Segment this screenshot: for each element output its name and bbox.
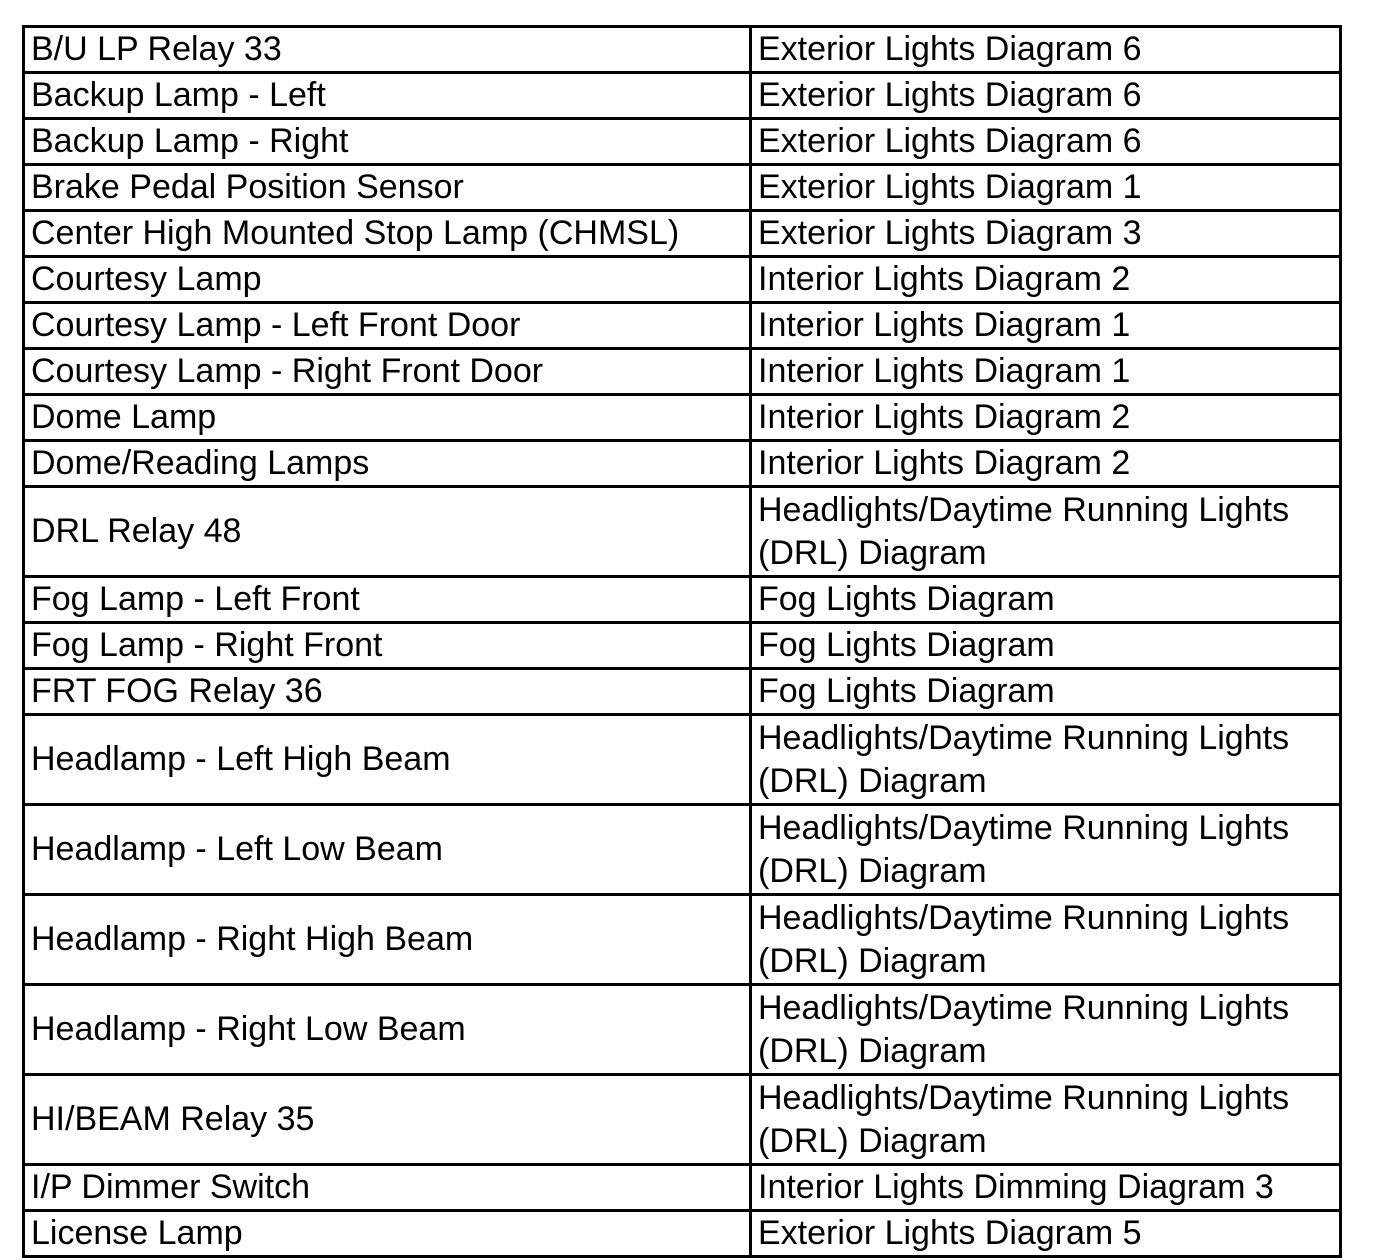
diagram-line: Exterior Lights Diagram 1 (758, 168, 1142, 206)
diagram-line: Interior Lights Dimming Diagram 3 (758, 1168, 1274, 1206)
diagram-line: Interior Lights Diagram 1 (758, 306, 1131, 344)
table-row (24, 211, 1341, 257)
diagram-line: Fog Lights Diagram (758, 580, 1055, 618)
component-cell: Headlamp - Left High Beam (24, 715, 751, 805)
diagram-cell (751, 577, 1341, 623)
diagram-line: (DRL) Diagram (758, 533, 987, 572)
component-cell: I/P Dimmer Switch (24, 1165, 751, 1211)
component-cell: Center High Mounted Stop Lamp (CHMSL) (24, 211, 751, 257)
component-cell: Fog Lamp - Right Front (24, 623, 751, 669)
diagram-line: Interior Lights Diagram 1 (758, 352, 1131, 390)
table-row (24, 669, 1341, 715)
diagram-line: (DRL) Diagram (758, 761, 987, 800)
table-row (24, 395, 1341, 441)
diagram-cell (751, 303, 1341, 349)
diagram-line: Interior Lights Diagram 2 (758, 398, 1131, 436)
table-row (24, 165, 1341, 211)
component-cell: Dome Lamp (24, 395, 751, 441)
table-row (24, 577, 1341, 623)
diagram-cell (751, 349, 1341, 395)
component-cell: HI/BEAM Relay 35 (24, 1075, 751, 1165)
diagram-line: Headlights/Daytime Running Lights (758, 718, 1290, 757)
table-row (24, 257, 1341, 303)
diagram-line: Fog Lights Diagram (758, 626, 1055, 664)
diagram-cell (751, 27, 1341, 73)
diagram-line: Interior Lights Diagram 2 (758, 444, 1131, 482)
diagram-line: Headlights/Daytime Running Lights (758, 898, 1290, 937)
diagram-cell (751, 1211, 1341, 1257)
diagram-cell (751, 1075, 1341, 1165)
table-row (24, 715, 1341, 805)
diagram-cell (751, 441, 1341, 487)
diagram-line: Headlights/Daytime Running Lights (758, 808, 1290, 847)
diagram-line: Fog Lights Diagram (758, 672, 1055, 710)
diagram-cell (751, 487, 1341, 577)
diagram-line: Headlights/Daytime Running Lights (758, 1078, 1290, 1117)
component-diagram-table (22, 25, 1342, 1258)
table-row (24, 303, 1341, 349)
diagram-cell (751, 119, 1341, 165)
component-cell: Courtesy Lamp - Left Front Door (24, 303, 751, 349)
component-cell: B/U LP Relay 33 (24, 27, 751, 73)
table-row (24, 1075, 1341, 1165)
diagram-cell (751, 395, 1341, 441)
diagram-cell (751, 257, 1341, 303)
table-row (24, 895, 1341, 985)
diagram-cell (751, 165, 1341, 211)
diagram-cell (751, 985, 1341, 1075)
component-cell: License Lamp (24, 1211, 751, 1257)
diagram-line: Exterior Lights Diagram 3 (758, 214, 1142, 252)
table-row (24, 27, 1341, 73)
table-row (24, 985, 1341, 1075)
component-cell: Headlamp - Left Low Beam (24, 805, 751, 895)
diagram-line: Exterior Lights Diagram 6 (758, 76, 1142, 114)
diagram-cell (751, 211, 1341, 257)
component-cell: Backup Lamp - Right (24, 119, 751, 165)
component-cell: Courtesy Lamp (24, 257, 751, 303)
component-cell: Dome/Reading Lamps (24, 441, 751, 487)
component-cell: DRL Relay 48 (24, 487, 751, 577)
table-row (24, 487, 1341, 577)
component-cell: Brake Pedal Position Sensor (24, 165, 751, 211)
diagram-line: Headlights/Daytime Running Lights (758, 988, 1290, 1027)
table-row (24, 73, 1341, 119)
diagram-cell (751, 623, 1341, 669)
table-row (24, 1211, 1341, 1257)
diagram-line: (DRL) Diagram (758, 1031, 987, 1070)
component-cell: Headlamp - Right Low Beam (24, 985, 751, 1075)
diagram-cell (751, 895, 1341, 985)
diagram-line: Interior Lights Diagram 2 (758, 260, 1131, 298)
diagram-cell (751, 73, 1341, 119)
diagram-line: (DRL) Diagram (758, 851, 987, 890)
diagram-line: Exterior Lights Diagram 6 (758, 122, 1142, 160)
component-cell: Headlamp - Right High Beam (24, 895, 751, 985)
table-row (24, 441, 1341, 487)
table-row (24, 623, 1341, 669)
table-body (24, 27, 1341, 1257)
diagram-cell (751, 805, 1341, 895)
diagram-line: (DRL) Diagram (758, 1121, 987, 1160)
component-cell: Fog Lamp - Left Front (24, 577, 751, 623)
diagram-cell (751, 715, 1341, 805)
table-row (24, 805, 1341, 895)
component-cell: FRT FOG Relay 36 (24, 669, 751, 715)
diagram-cell (751, 1165, 1341, 1211)
component-cell: Courtesy Lamp - Right Front Door (24, 349, 751, 395)
table-row (24, 349, 1341, 395)
component-cell: Backup Lamp - Left (24, 73, 751, 119)
diagram-line: (DRL) Diagram (758, 941, 987, 980)
table-row (24, 119, 1341, 165)
diagram-line: Exterior Lights Diagram 6 (758, 30, 1142, 68)
table-row (24, 1165, 1341, 1211)
diagram-cell (751, 669, 1341, 715)
diagram-line: Headlights/Daytime Running Lights (758, 490, 1290, 529)
diagram-line: Exterior Lights Diagram 5 (758, 1214, 1142, 1252)
